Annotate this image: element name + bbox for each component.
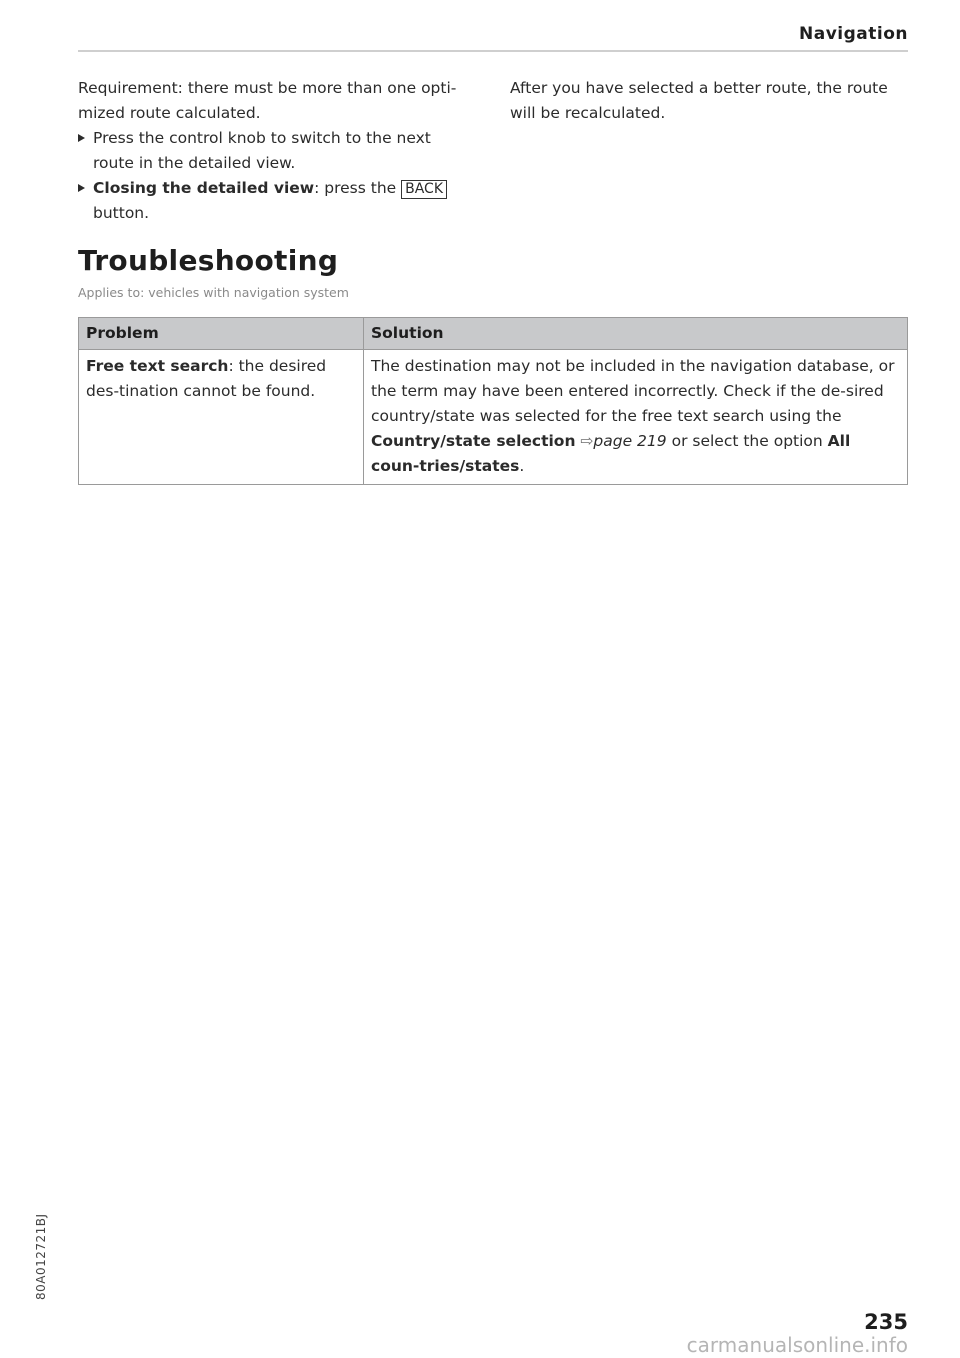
header-divider <box>78 50 908 52</box>
instruction-text: Press the control knob to switch to the next route in the detailed view. <box>93 129 431 172</box>
instruction-text: : press the <box>314 179 402 197</box>
table-header-problem: Problem <box>79 318 364 350</box>
document-code: 80A012721BJ <box>34 1213 48 1300</box>
instruction-text: button. <box>93 204 150 222</box>
left-column <box>78 76 473 226</box>
page-number: 235 <box>864 1310 908 1334</box>
solution-text-middle: or select the option <box>666 432 828 450</box>
bullet-arrow-icon <box>78 134 85 142</box>
watermark: carmanualsonline.info <box>686 1333 908 1357</box>
header-section-title: Navigation <box>799 24 908 44</box>
problem-text: : the desired des-tination cannot be found. <box>86 357 327 400</box>
troubleshooting-table <box>78 317 908 485</box>
table-header-solution: Solution <box>364 318 908 350</box>
bullet-arrow-icon <box>78 184 85 192</box>
section-title: Troubleshooting <box>78 244 339 277</box>
requirement-text: Requirement: there must be more than one opti-mized route calculated. <box>78 79 457 122</box>
problem-bold-label: Free text search <box>86 357 229 375</box>
instruction-bullet-next-route <box>78 126 473 176</box>
recalculation-text: After you have selected a better route, the route will be recalculated. <box>510 79 888 122</box>
table-row <box>79 350 908 485</box>
table-header-row <box>79 318 908 350</box>
page-reference-link[interactable]: page 219 <box>593 432 667 450</box>
problem-cell <box>79 350 364 485</box>
solution-text: The destination may not be included in the navigation database, or the term may have been entered incorrectly. Check if the de-sired country/state was selected for the free text search using the <box>371 357 895 425</box>
back-key-label: BACK <box>401 180 447 199</box>
applies-to-note: Applies to: vehicles with navigation system <box>78 285 349 300</box>
solution-text-end: . <box>519 457 525 475</box>
cross-reference-arrow-icon: ⇨ <box>580 432 594 450</box>
right-column <box>510 76 910 126</box>
solution-bold-all-countries: All coun-tries/states <box>371 432 851 475</box>
instruction-bullet-close-view <box>78 176 473 226</box>
instruction-bold-label: Closing the detailed view <box>93 179 315 197</box>
solution-bold-country-state: Country/state selection <box>371 432 576 450</box>
solution-cell <box>364 350 908 485</box>
